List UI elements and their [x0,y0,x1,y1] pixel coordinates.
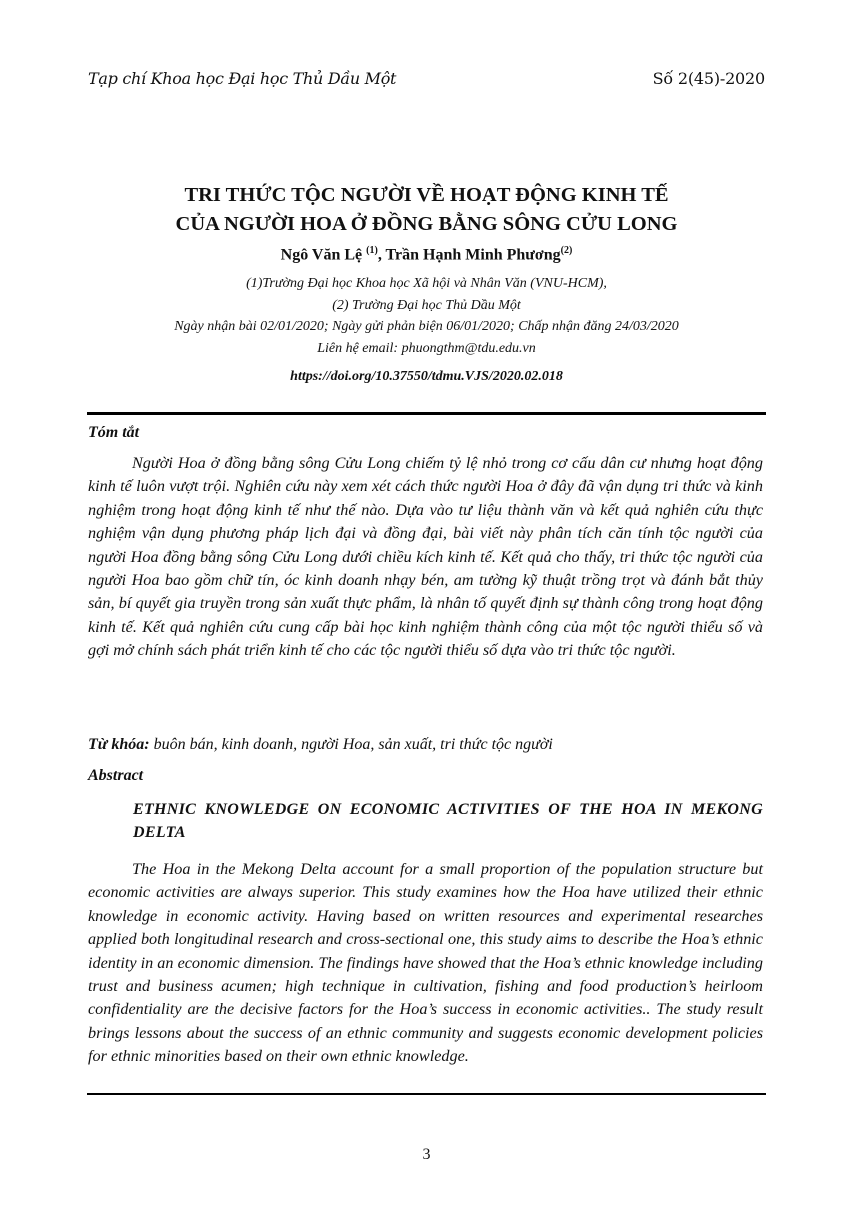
journal-name: Tạp chí Khoa học Đại học Thủ Dầu Một [88,69,397,88]
submission-dates: Ngày nhận bài 02/01/2020; Ngày gửi phản biện 06/01/2020; Chấp nhận đăng 24/03/2020 [174,319,679,334]
abstract-text: The Hoa in the Mekong Delta account for a small proportion of the population structure but economic activities are always superior. This study examines how the Hoa have utilized their ethnic knowledge in economic activity. Having based on written resources and experimental researches applied both longitudinal research and cross-sectional one, this study aims to describe the Hoa’s ethnic identity in an economic dimension. The findings have showed that the Hoa’s ethnic knowledge including trust and business acumen; high technique in cultivation, fishing and food production’s heirloom confidentiality are the decisive factors for the Hoa’s success in economic activities.. The study result brings lessons about the success of an ethnic community and suggests economic development policies for ethnic minorities based on their own ethnic knowledge. [88,860,763,1066]
author-1-affil-mark: (1) [366,245,378,256]
summary-text: Người Hoa ở đồng bằng sông Cửu Long chiếm tỷ lệ nhỏ trong cơ cấu dân cư nhưng hoạt động kinh tế luôn vượt trội. Nghiên cứu này xem xét cách thức người Hoa ở đây đã vận dụng tri thức và kinh nghiệm trong hoạt động kinh tế như thế nào. Dựa vào tư liệu thành văn và kết quả nghiên cứu thực nghiệm vận dụng phương pháp lịch đại và đồng đại, bài viết này phân tích căn tính tộc người của người Hoa đồng bằng sông Cửu Long dưới chiều kích kinh tế. Kết quả cho thấy, tri thức tộc người của người Hoa bao gồm chữ tín, óc kinh doanh nhạy bén, am tường kỹ thuật trồng trọt và đánh bắt thủy sản, bí quyết gia truyền trong sản xuất thực phẩm, là nhân tố quyết định sự thành công trong hoạt động kinh tế. Kết quả nghiên cứu cung cấp bài học kinh nghiệm thành công của một tộc người thiểu số và gợi mở chính sách phát triển kinh tế cho các tộc người thiểu số dựa vào tri thức tộc người. [88,454,763,660]
author-2-affil-mark: (2) [560,245,573,256]
affiliation-1: (1)Trường Đại học Khoa học Xã hội và Nhân Văn (VNU-HCM), [246,276,607,291]
authors [0,245,853,264]
title-line-1: TRI THỨC TỘC NGƯỜI VỀ HOẠT ĐỘNG KINH TẾ [184,184,669,206]
abstract-heading: Abstract [88,767,144,784]
keywords-text: buôn bán, kinh doanh, người Hoa, sản xuất, tri thức tộc người [149,736,553,753]
affiliation-2: (2) Trường Đại học Thủ Dầu Một [332,297,521,313]
affiliations [0,273,853,359]
title-line-2: CỦA NGƯỜI HOA Ở ĐỒNG BẰNG SÔNG CỬU LONG [175,213,678,235]
keywords-label: Từ khóa: [88,736,150,753]
abstract-title: ETHNIC KNOWLEDGE ON ECONOMIC ACTIVITIES OF THE HOA IN MEKONG DELTA [133,801,763,841]
author-1: Ngô Văn Lệ [280,246,367,264]
author-separator: , [377,246,386,264]
article-title [0,181,853,239]
contact-email: Liên hệ email: phuongthm@tdu.edu.vn [317,340,536,356]
author-2: Trần Hạnh Minh Phương [385,246,561,264]
bottom-divider [87,1093,766,1095]
top-divider [87,412,766,415]
issue-number: Số 2(45)-2020 [652,69,765,88]
keywords [88,736,553,754]
summary-heading: Tóm tắt [88,424,140,441]
doi-link[interactable]: https://doi.org/10.37550/tdmu.VJS/2020.02.018 [290,369,563,384]
page-number: 3 [422,1146,431,1163]
